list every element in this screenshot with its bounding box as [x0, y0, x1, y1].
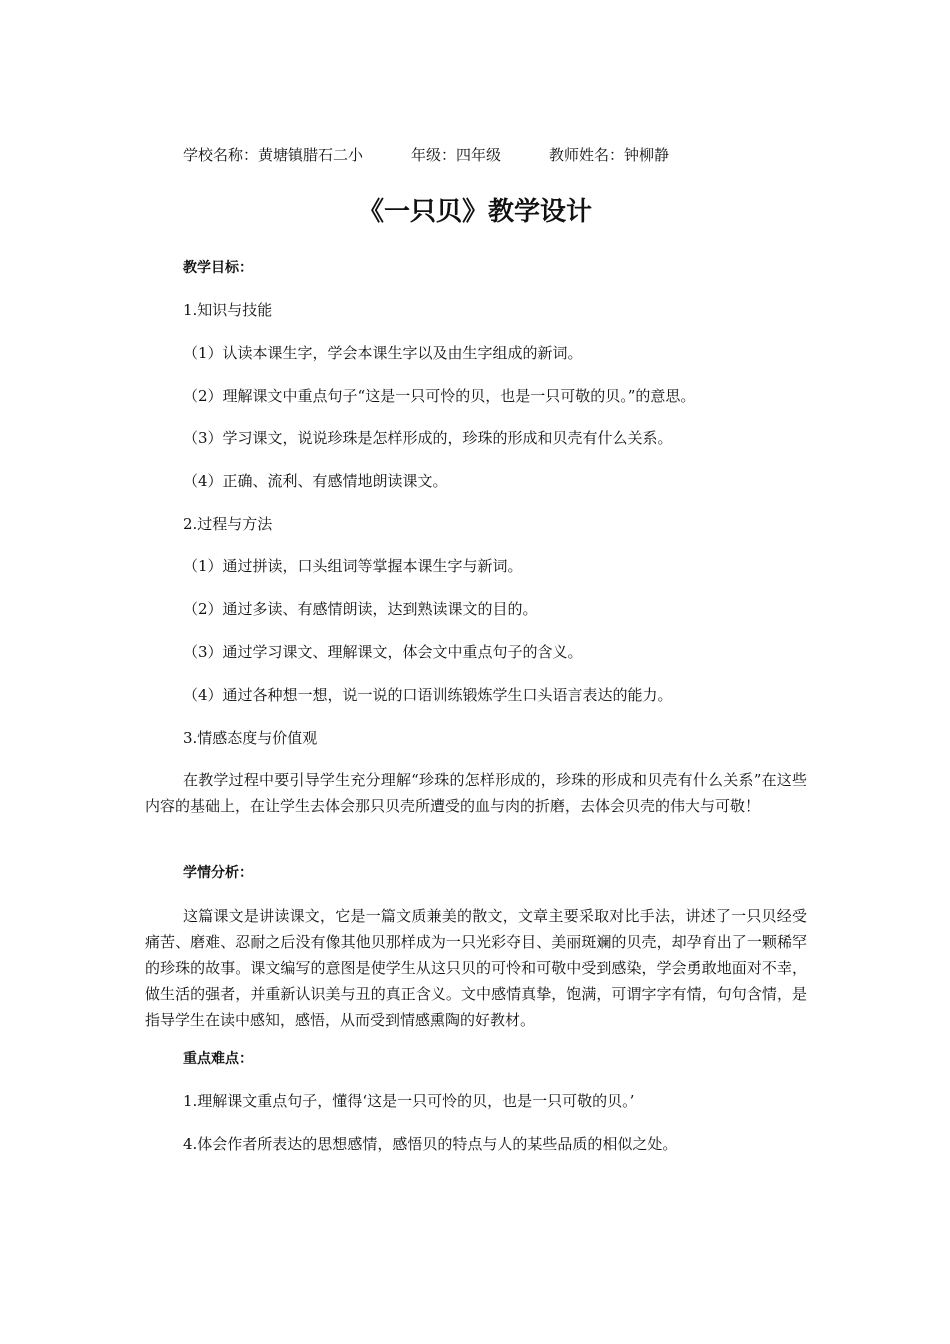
section2-item: （4）通过各种想一想，说一说的口语训练锻炼学生口头语言表达的能力。: [183, 686, 673, 704]
keypoints-heading: 重点难点：: [183, 1051, 253, 1067]
section1-item: （4）正确、流利、有感情地朗读课文。: [183, 472, 448, 490]
section3-paragraph: 在教学过程中要引导学生充分理解“珍珠的怎样形成的，珍珠的形成和贝壳有什么关系”在这些内容的基础上，在让学生去体会那只贝壳所遭受的血与肉的折磨，去体会贝壳的伟大与可敬！: [145, 771, 807, 815]
section2-item: （2）通过多读、有感情朗读，达到熟读课文的目的。: [183, 600, 538, 618]
section1-item: （1）认读本课生字，学会本课生字以及由生字组成的新词。: [183, 344, 583, 362]
keypoint-item: 4.体会作者所表达的思想感情，感悟贝的特点与人的某些品质的相似之处。: [183, 1135, 678, 1153]
section1-item: （3）学习课文，说说珍珠是怎样形成的，珍珠的形成和贝壳有什么关系。: [183, 429, 673, 447]
document-title: 《一只贝》教学设计: [357, 197, 592, 227]
header-info: [183, 145, 669, 165]
analysis-paragraph: 这篇课文是讲读课文，它是一篇文质兼美的散文，文章主要采取对比手法，讲述了一只贝经受痛苦、磨难、忍耐之后没有像其他贝那样成为一只光彩夺目、美丽斑斓的贝壳，却孕育出了一颗稀罕的珍珠的故事。课文编写的意图是使学生从这只贝的可怜和可敬中受到感染，学会勇敢地面对不幸，做生活的强者，并重新认识美与丑的真正含义。文中感情真挚，饱满，可谓字字有情，句句含情，是指导学生在读中感知，感悟，从而受到情感熏陶的好教材。: [145, 907, 807, 1029]
section1-label: 1.知识与技能: [183, 301, 273, 319]
section2-label: 2.过程与方法: [183, 515, 273, 533]
school-name: 学校名称：黄塘镇腊石二小: [183, 146, 364, 164]
section2-item: （1）通过拼读，口头组词等掌握本课生字与新词。: [183, 557, 523, 575]
analysis-heading: 学情分析：: [183, 865, 253, 881]
section2-item: （3）通过学习课文、理解课文，体会文中重点句子的含义。: [183, 643, 583, 661]
section1-item: （2）理解课文中重点句子“这是一只可怜的贝，也是一只可敬的贝。”的意思。: [183, 387, 696, 405]
section3-label: 3.情感态度与价值观: [183, 729, 318, 747]
teacher-name: 教师姓名：钟柳静: [549, 146, 670, 164]
grade-label: 年级：四年级: [411, 146, 502, 164]
goals-heading: 教学目标：: [183, 260, 253, 276]
keypoint-item: 1.理解课文重点句子，懂得‘这是一只可怜的贝，也是一只可敬的贝。’: [183, 1092, 635, 1110]
